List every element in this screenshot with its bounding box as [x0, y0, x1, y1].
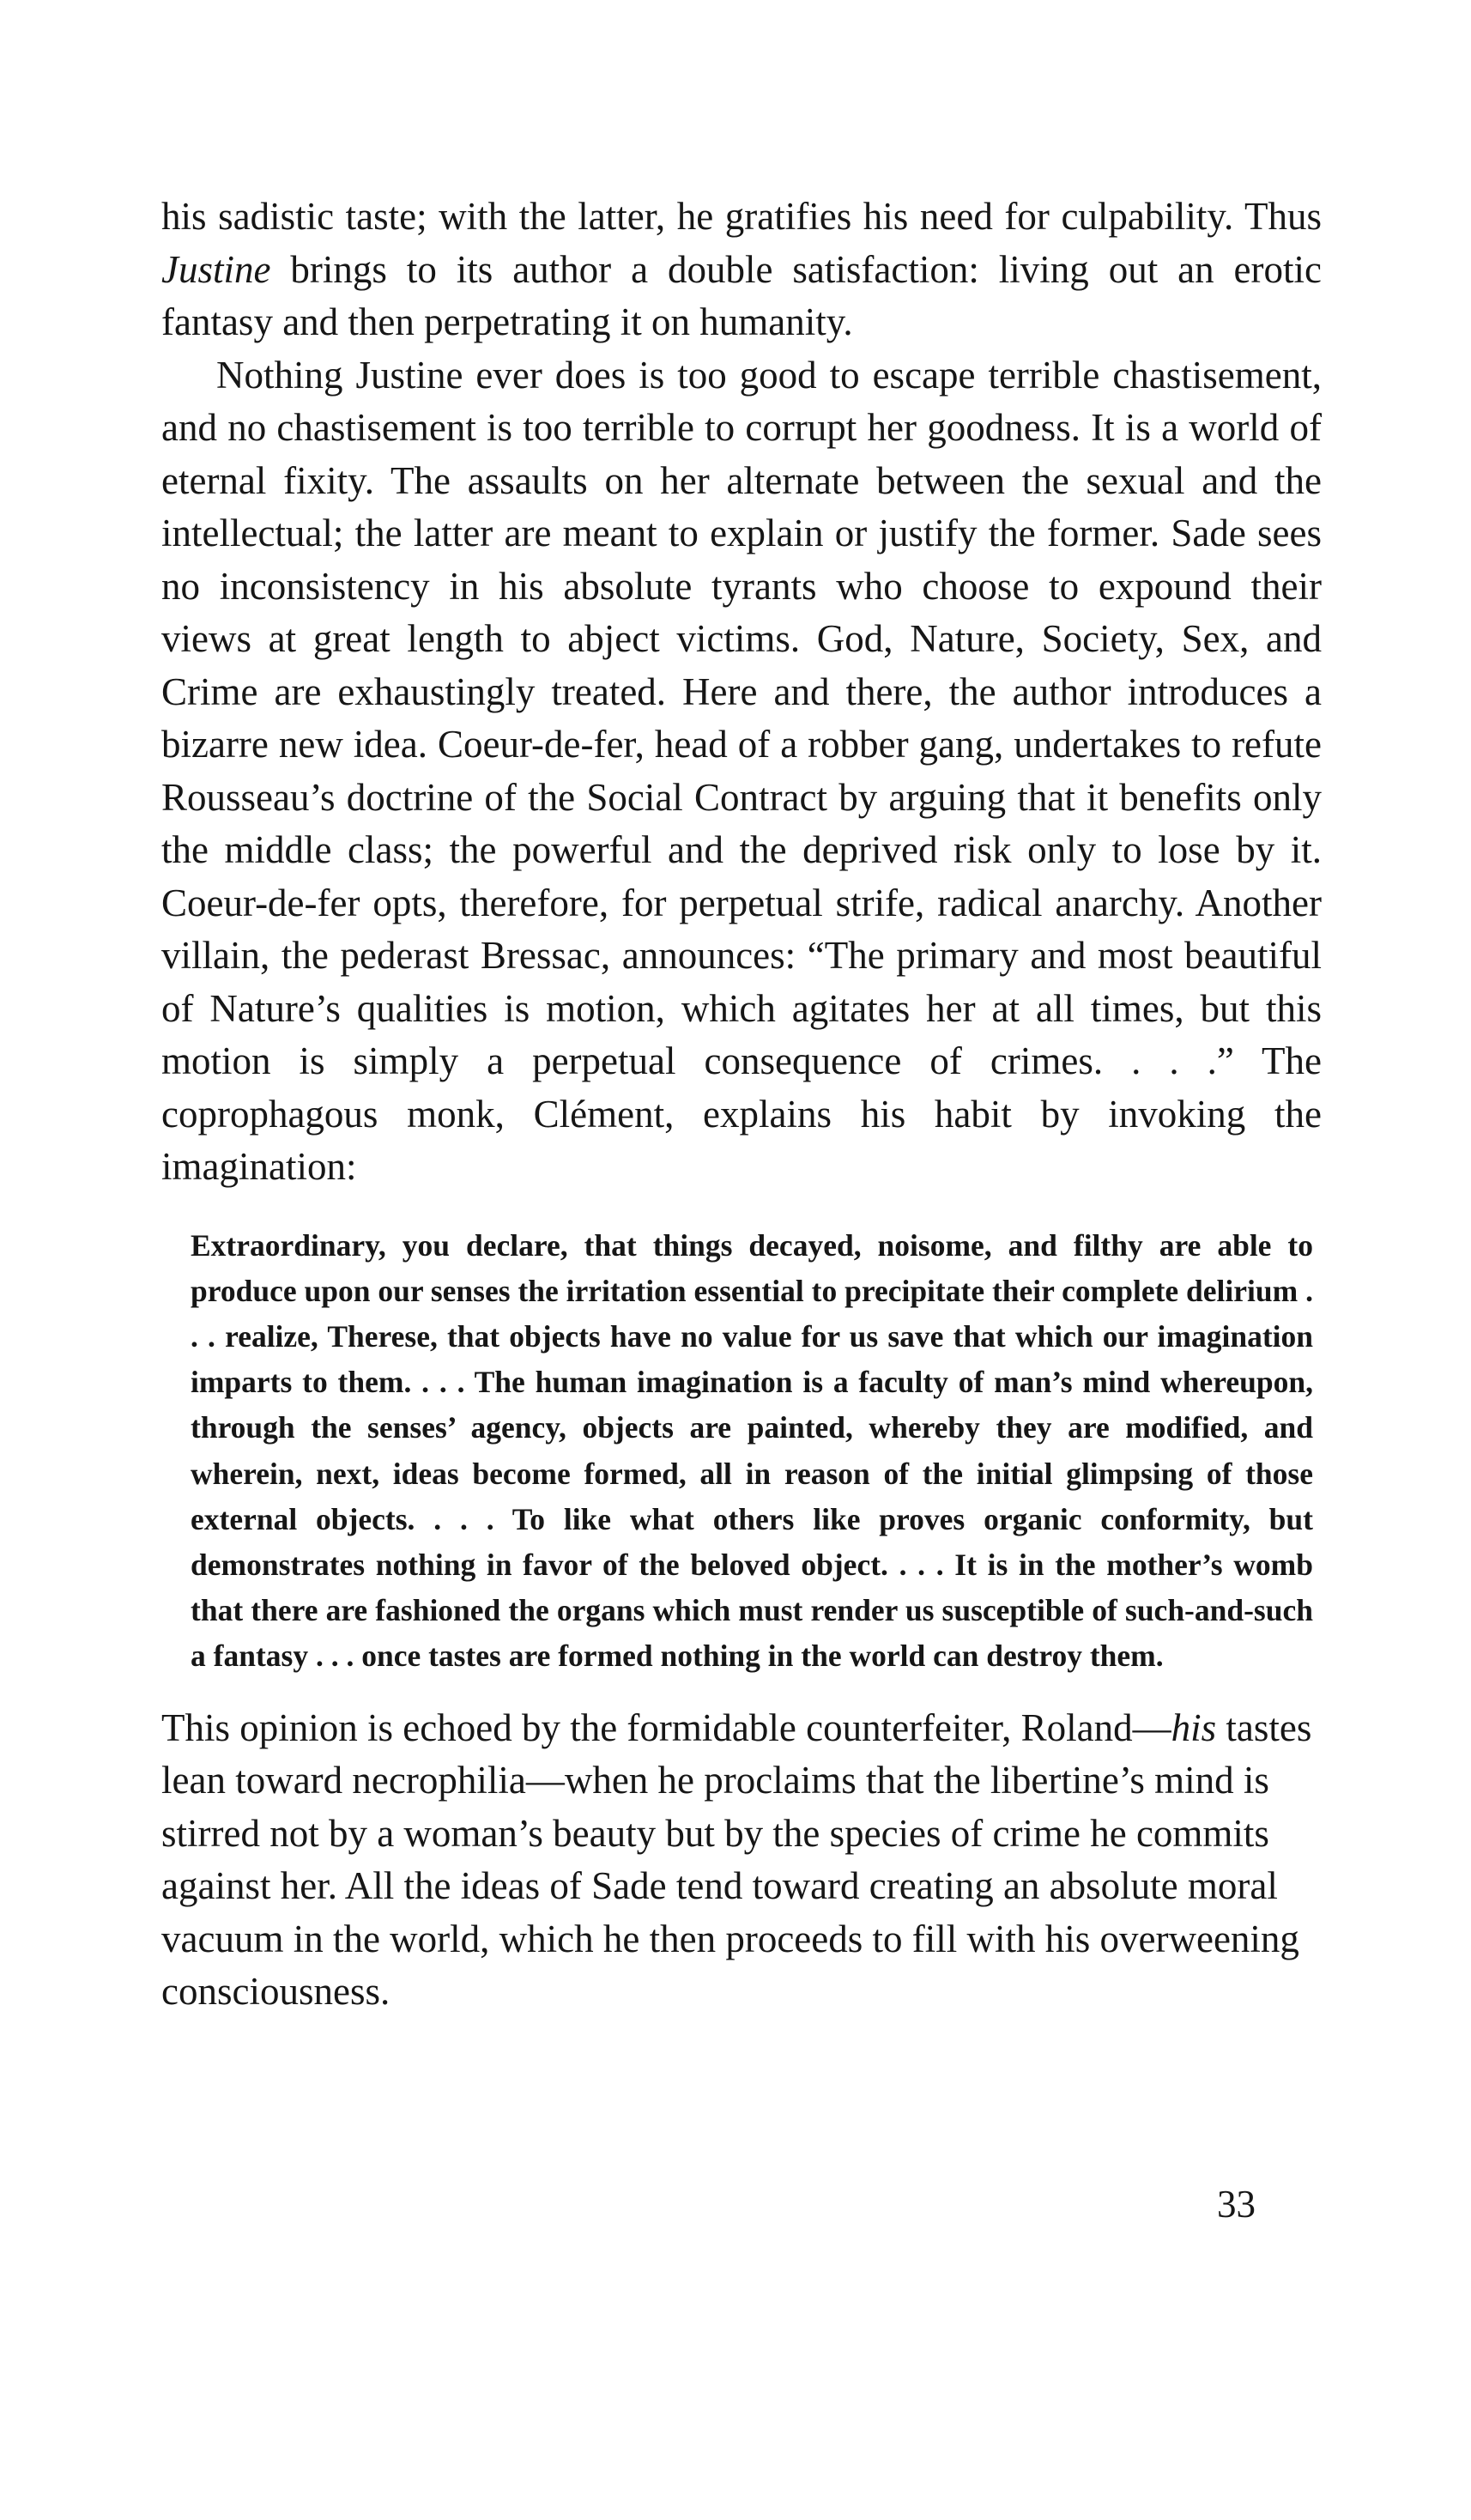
paragraph-3-text-a: This opinion is echoed by the formidable counterfeiter, Roland—: [161, 1705, 1171, 1749]
paragraph-1-text-a: his sadistic taste; with the latter, he gratifies his need for culpability. Thus: [161, 195, 1322, 238]
paragraph-1-text-b: brings to its author a double satisfaction: living out an erotic fantasy and then perpetrating it on humanity.: [161, 247, 1322, 343]
paragraph-1: [161, 191, 1322, 349]
paragraph-3-italic: his: [1171, 1705, 1217, 1749]
page-number: 33: [1217, 2183, 1256, 2226]
block-quote: Extraordinary, you declare, that things decayed, noisome, and filthy are able to produce upon our senses the irritation essential to precipitate their complete delirium . . . realize, Therese, that objects have no value for us save that which our imagination imparts to them. . . . The human imagination is a faculty of man’s mind whereupon, through the senses’ agency, objects are painted, whereby they are modified, and wherein, next, ideas become formed, all in reason of the initial glimpsing of those external objects. . . . To like what others like proves organic conformity, but demonstrates nothing in favor of the beloved object. . . . It is in the mother’s womb that there are fashioned the organs which must render us susceptible of such-and-such a fantasy . . . once tastes are formed nothing in the world can destroy them.: [191, 1227, 1313, 1674]
paragraph-3-text-b: tastes lean toward necrophilia—when he proclaims that the libertine’s mind is stirred not by a woman’s beauty but by the species of crime he commits against her. All the ideas of Sade tend toward creating an absolute moral vacuum in the world, which he then proceeds to fill with his overweening consciousness.: [161, 1705, 1312, 2014]
page-body: [161, 191, 1322, 2019]
paragraph-1-italic-title: Justine: [161, 247, 271, 291]
paragraph-3: [161, 1702, 1322, 2019]
paragraph-2: Nothing Justine ever does is too good to escape terrible chastisement, and no chastisement is too terrible to corrupt her goodness. It is a world of eternal fixity. The assaults on her alternate between the sexual and the intellectual; the latter are meant to explain or justify the former. Sade sees no inconsistency in his absolute tyrants who choose to expound their views at great length to abject victims. God, Nature, Society, Sex, and Crime are exhaustingly treated. Here and there, the author introduces a bizarre new idea. Coeur-de-fer, head of a robber gang, undertakes to refute Rousseau’s doctrine of the Social Contract by arguing that it benefits only the middle class; the powerful and the deprived risk only to lose by it. Coeur-de-fer opts, therefore, for perpetual strife, radical anarchy. Another villain, the pederast Bressac, announces: “The primary and most beautiful of Nature’s qualities is motion, which agitates her at all times, but this motion is simply a perpetual consequence of crimes. . . .” The coprophagous monk, Clément, explains his habit by invoking the imagination:: [161, 353, 1322, 1188]
